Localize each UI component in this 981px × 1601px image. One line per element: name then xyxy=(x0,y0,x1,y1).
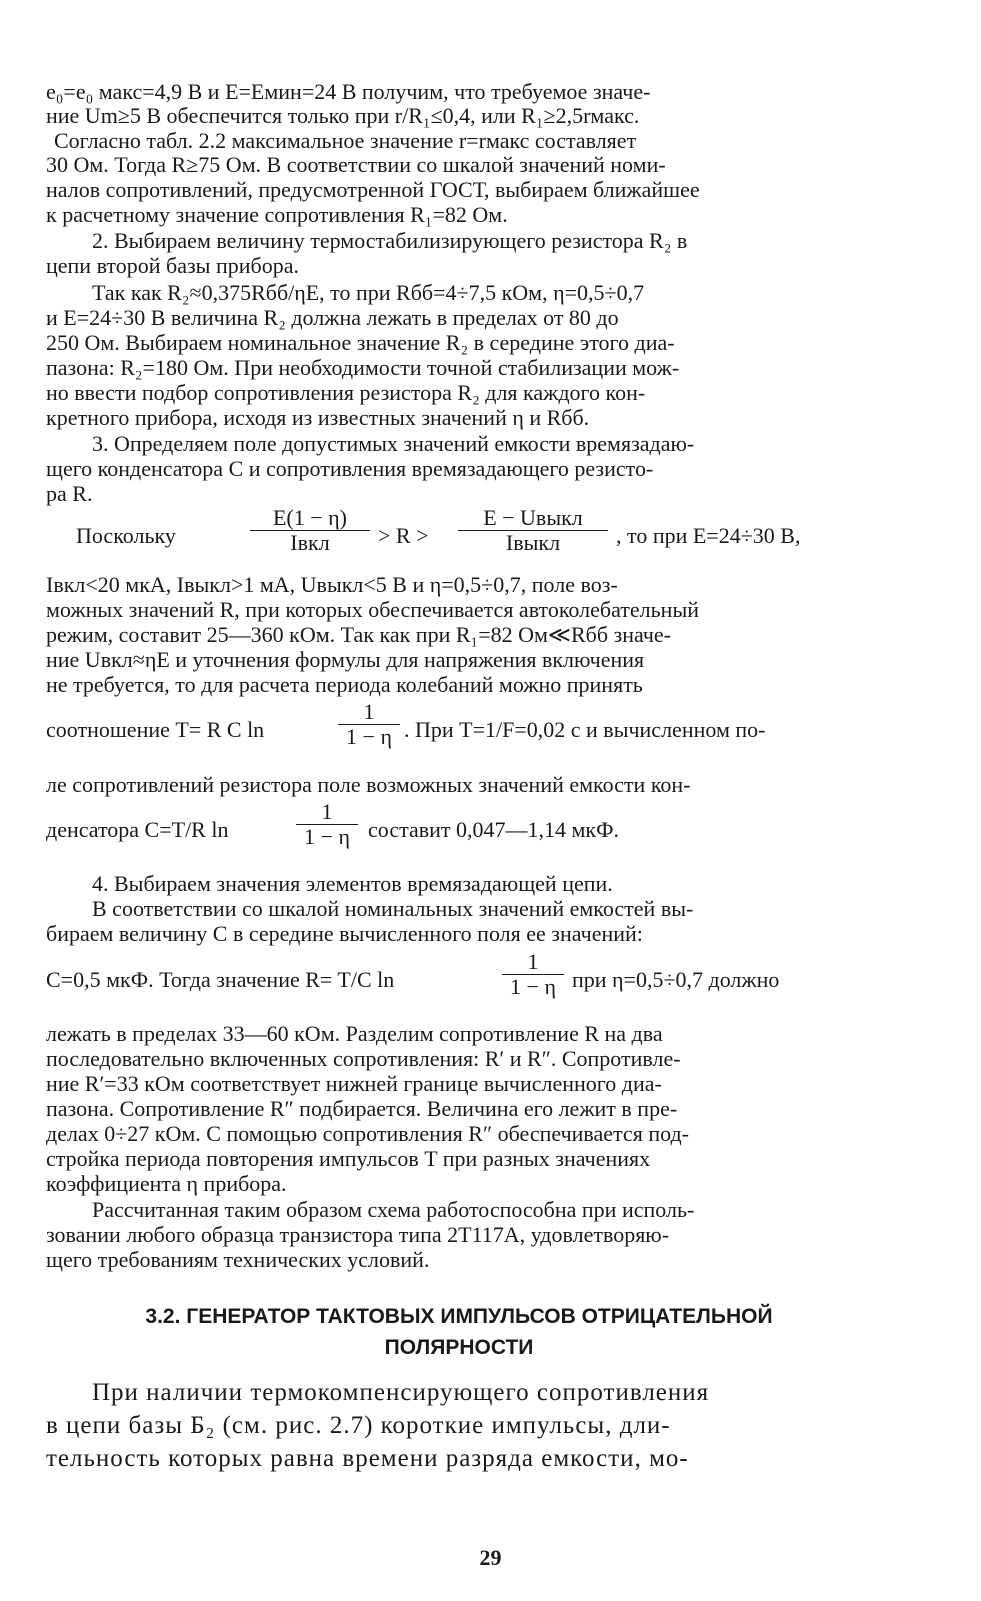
formula-lead: соотношение T= R C ln xyxy=(46,717,265,742)
text-line: e₀=e₀ макс=4,9 В и E=Eмин=24 В получим, что требуемое значе- xyxy=(46,80,651,104)
text-line: налов сопротивлений, предусмотренной ГОСТ, выбираем ближайшее xyxy=(46,178,700,202)
text-line: лежать в пределах 33—60 кОм. Разделим сопротивление R на два xyxy=(46,1022,663,1046)
text-line: последовательно включенных сопротивления: R′ и R″. Сопротивле- xyxy=(46,1047,681,1071)
section-heading-line: ПОЛЯРНОСТИ xyxy=(384,1336,534,1359)
section-heading-line: 3.2. ГЕНЕРАТОР ТАКТОВЫХ ИМПУЛЬСОВ ОТРИЦАТЕЛЬНОЙ xyxy=(145,1305,773,1328)
text-line: пазона. Сопротивление R″ подбирается. Величина его лежит в пре- xyxy=(46,1097,678,1121)
fraction-numerator: E(1 − η) xyxy=(250,506,370,531)
text-line: к расчетному значение сопротивления R₁=82 Ом. xyxy=(46,203,508,227)
text-line: не требуется, то для расчета периода колебаний можно принять xyxy=(46,673,643,697)
text-line: щего конденсатора C и сопротивления времязадающего резисто- xyxy=(46,457,654,481)
text-line: можных значений R, при которых обеспечивается автоколебательный xyxy=(46,598,699,622)
formula-tail: составит 0,047—1,14 мкФ. xyxy=(368,817,619,842)
text-line: ние Um≥5 В обеспечится только при r/R₁≤0,4, или R₁≥2,5rмакс. xyxy=(46,104,640,128)
text-line: 3. Определяем поле допустимых значений емкости времязадаю- xyxy=(92,432,695,456)
text-line: При наличии термокомпенсирующего сопротивления xyxy=(92,1379,710,1406)
formula-period xyxy=(46,700,872,760)
formula-lead: Поскольку xyxy=(76,523,176,548)
formula-capacitance xyxy=(46,800,872,860)
text-line: бираем величину C в середине вычисленного поля ее значений: xyxy=(46,922,643,946)
text-line: стройка периода повторения импульсов T при разных значениях xyxy=(46,1147,651,1171)
text-line: цепи второй базы прибора. xyxy=(46,254,299,278)
text-line: щего требованиям технических условий. xyxy=(46,1248,430,1272)
fraction-numerator: 1 xyxy=(502,950,564,975)
text-line: пазона: R₂=180 Ом. При необходимости точной стабилизации мож- xyxy=(46,356,680,380)
formula-tail: . При T=1/F=0,02 с и вычисленном по- xyxy=(404,717,766,742)
fraction-denominator: Iвкл xyxy=(290,530,330,555)
text-line: кретного прибора, исходя из известных значений η и Rбб. xyxy=(46,406,590,430)
text-line: но ввести подбор сопротивления резистора R₂ для каждого кон- xyxy=(46,381,646,405)
fraction xyxy=(338,700,400,749)
fraction-denominator: 1 − η xyxy=(510,974,556,999)
fraction xyxy=(296,800,358,849)
text-line: 4. Выбираем значения элементов времязадающей цепи. xyxy=(92,872,613,896)
formula-inequality xyxy=(46,506,872,566)
fraction xyxy=(502,950,564,999)
text-line: 2. Выбираем величину термостабилизирующего резистора R₂ в xyxy=(92,229,688,253)
text-line: коэффициента η прибора. xyxy=(46,1172,287,1196)
text-line: Рассчитанная таким образом схема работоспособна при исполь- xyxy=(92,1198,695,1222)
fraction-denominator: 1 − η xyxy=(304,824,350,849)
text-line: Так как R₂≈0,375Rбб/ηE, то при Rбб=4÷7,5 кОм, η=0,5÷0,7 xyxy=(92,281,645,305)
text-line: и E=24÷30 В величина R₂ должна лежать в пределах от 80 до xyxy=(46,306,619,330)
fraction-numerator: 1 xyxy=(296,800,358,825)
formula-resistance xyxy=(46,950,872,1010)
page-number: 29 xyxy=(479,1545,502,1570)
formula-middle: > R > xyxy=(378,523,429,548)
text-line: ние R′=33 кОм соответствует нижней границе вычисленного диа- xyxy=(46,1072,662,1096)
text-line: в цепи базы Б₂ (см. рис. 2.7) короткие импульсы, дли- xyxy=(46,1412,671,1439)
text-line: Iвкл<20 мкА, Iвыкл>1 мА, Uвыкл<5 В и η=0,5÷0,7, поле воз- xyxy=(46,573,618,597)
text-line: Согласно табл. 2.2 максимальное значение r=rмакс составляет xyxy=(54,129,637,153)
text-line: ле сопротивлений резистора поле возможных значений емкости кон- xyxy=(46,773,691,797)
formula-tail: при η=0,5÷0,7 должно xyxy=(572,967,780,992)
fraction xyxy=(458,506,608,555)
fraction-denominator: 1 − η xyxy=(346,724,392,749)
text-line: 250 Ом. Выбираем номинальное значение R₂ в середине этого диа- xyxy=(46,331,675,355)
fraction-denominator: Iвыкл xyxy=(505,530,561,555)
formula-tail: , то при E=24÷30 В, xyxy=(616,523,801,548)
text-line: ра R. xyxy=(46,482,93,506)
text-line: тельность которых равна времени разряда емкости, мо- xyxy=(46,1445,689,1472)
text-line: 30 Ом. Тогда R≥75 Ом. В соответствии со шкалой значений номи- xyxy=(46,153,666,177)
formula-lead: C=0,5 мкФ. Тогда значение R= T/C ln xyxy=(46,967,395,992)
text-line: режим, составит 25—360 кОм. Так как при R₁=82 Ом≪Rбб значе- xyxy=(46,623,672,647)
fraction-numerator: E − Uвыкл xyxy=(458,506,608,531)
text-line: делах 0÷27 кОм. С помощью сопротивления R″ обеспечивается под- xyxy=(46,1122,689,1146)
fraction xyxy=(250,506,370,555)
fraction-numerator: 1 xyxy=(338,700,400,725)
text-line: В соответствии со шкалой номинальных значений емкостей вы- xyxy=(92,897,694,921)
text-line: ние Uвкл≈ηE и уточнения формулы для напряжения включения xyxy=(46,648,645,672)
text-line: зовании любого образца транзистора типа 2Т117А, удовлетворяю- xyxy=(46,1223,670,1247)
formula-lead: денсатора C=T/R ln xyxy=(46,817,229,842)
